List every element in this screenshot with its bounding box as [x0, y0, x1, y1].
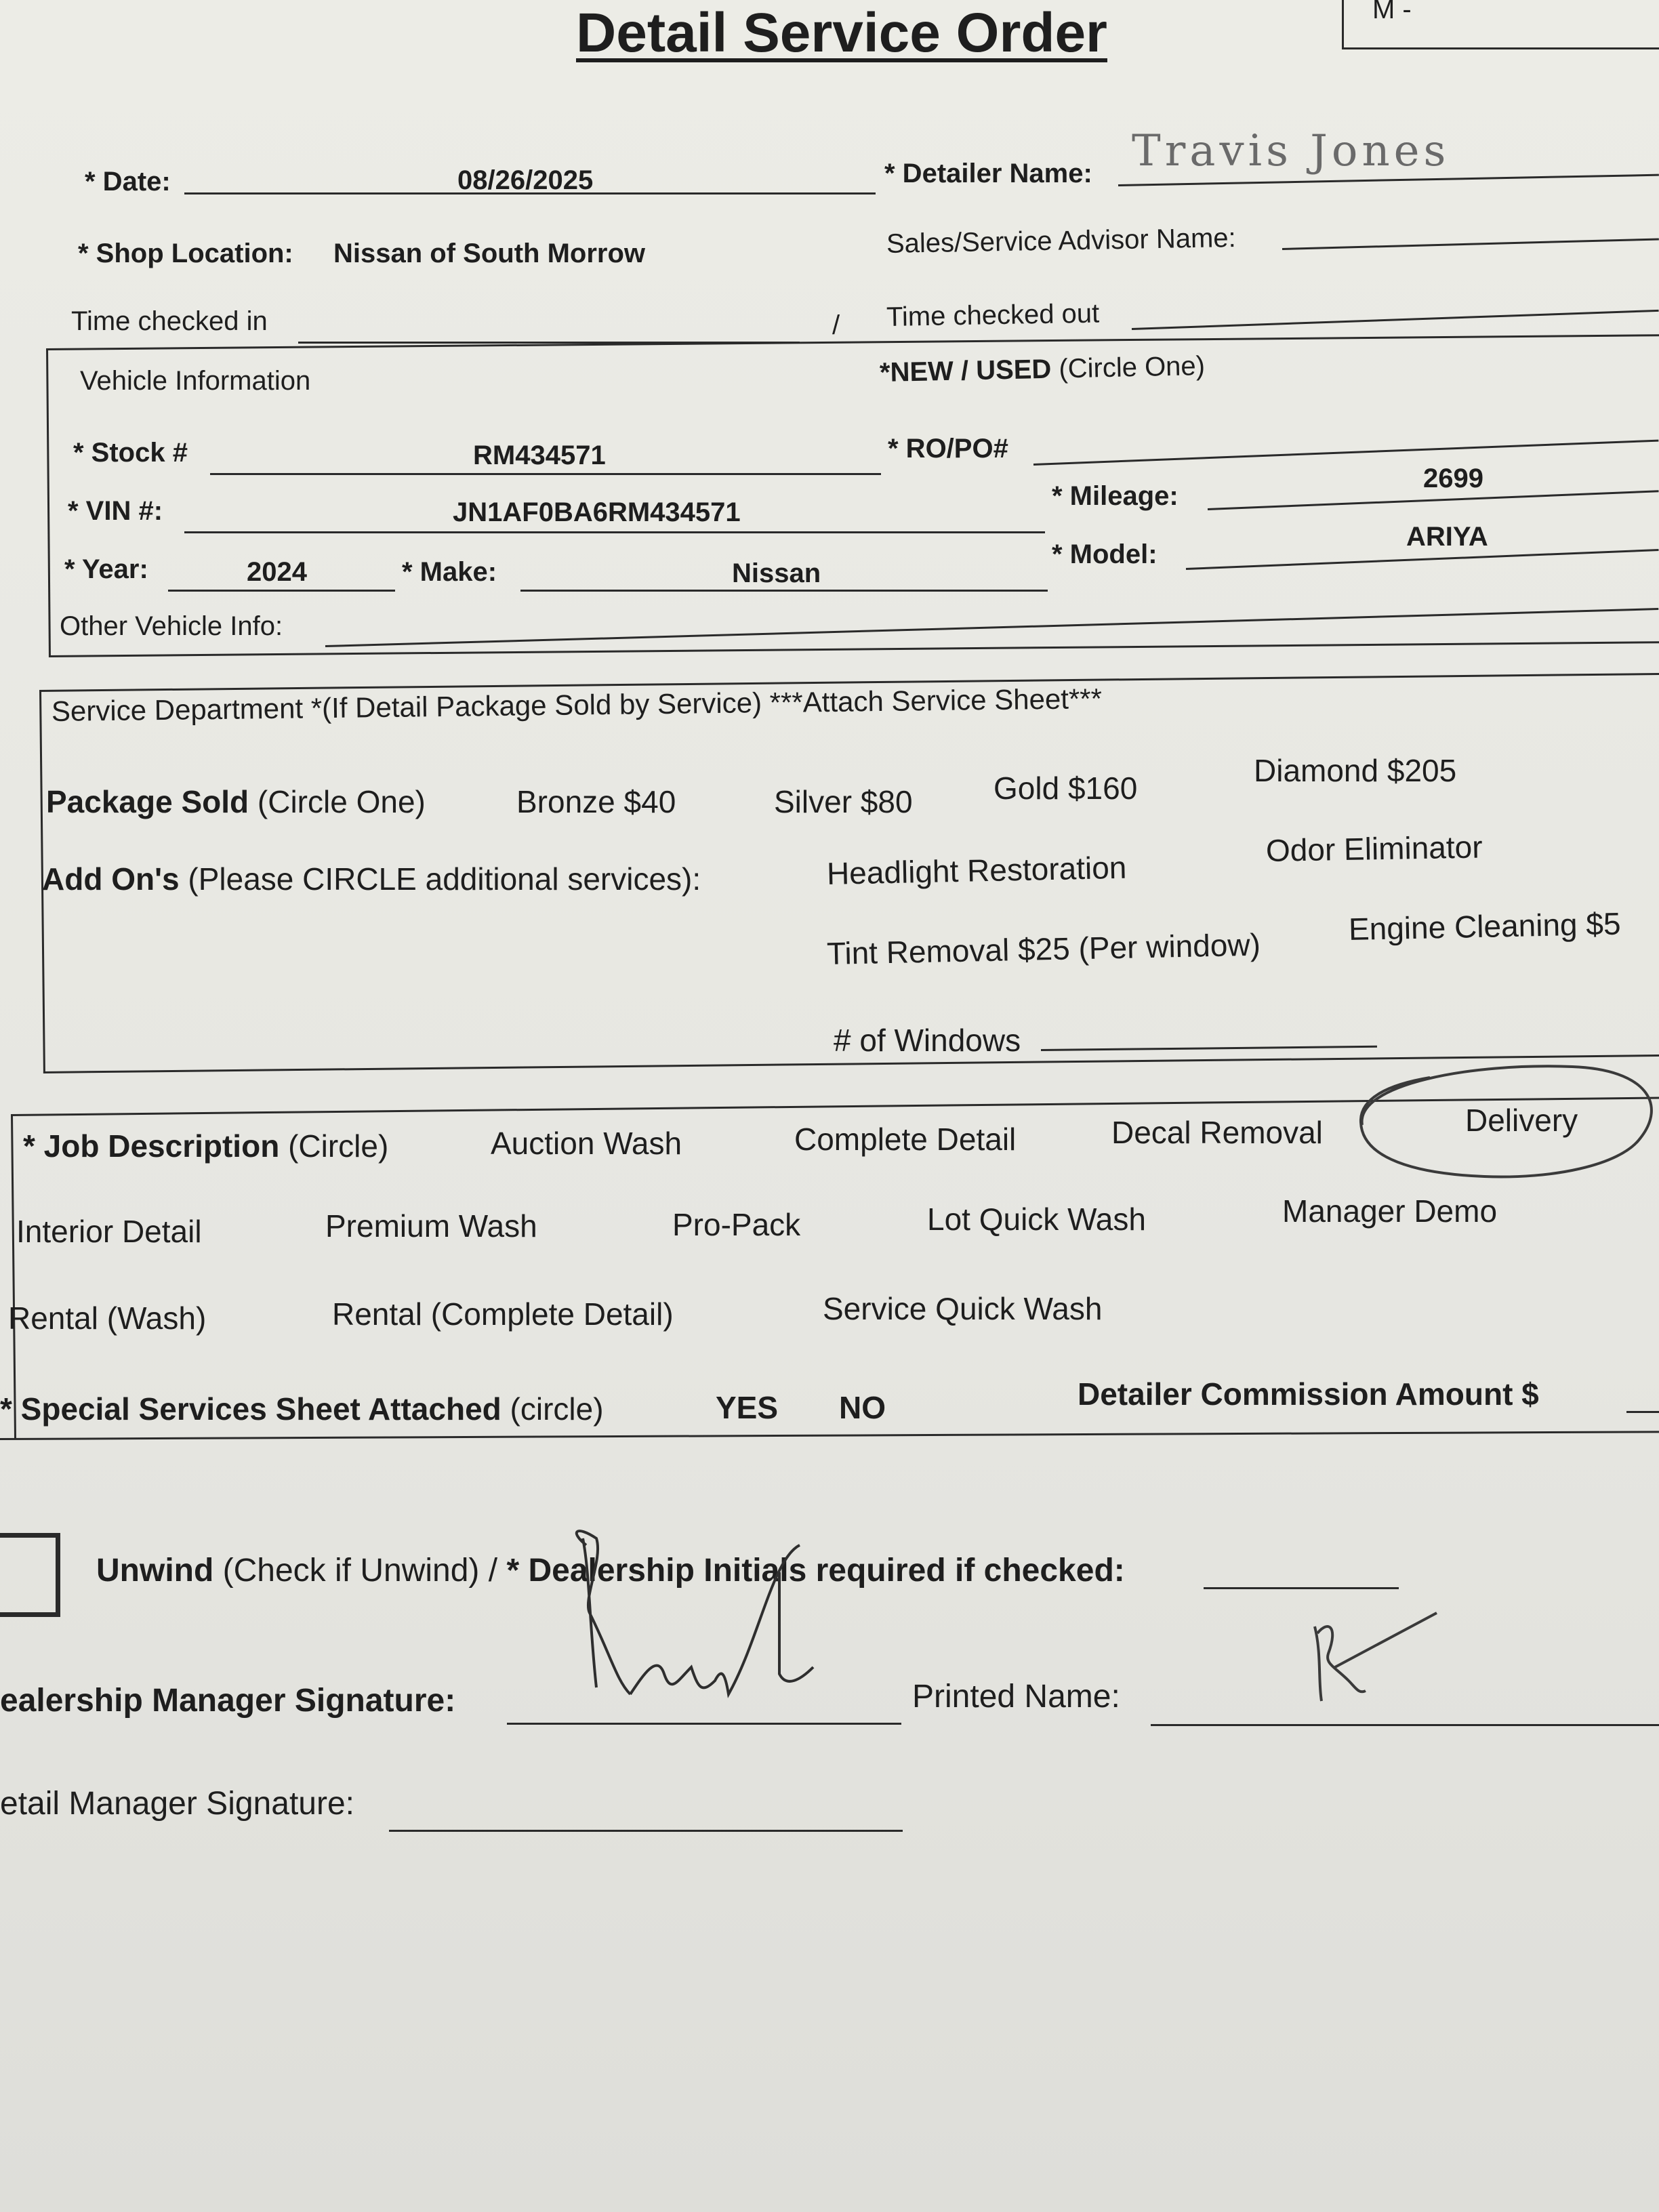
special-services-label: * Special Services Sheet Attached: [0, 1391, 501, 1427]
job-interior-detail[interactable]: Interior Detail: [16, 1214, 202, 1249]
new-used-hint: (Circle One): [1058, 350, 1206, 384]
stock-label: * Stock #: [73, 438, 188, 468]
job-decal-removal[interactable]: Decal Removal: [1111, 1115, 1323, 1150]
vin-line: [184, 531, 1045, 533]
year-label: * Year:: [64, 554, 148, 584]
job-auction-wash[interactable]: Auction Wash: [491, 1126, 682, 1161]
addon-engine[interactable]: Engine Cleaning $5: [1348, 905, 1622, 947]
unwind-checkbox[interactable]: [0, 1533, 60, 1617]
special-services-group: [0, 1391, 604, 1427]
commission-line[interactable]: [1626, 1411, 1659, 1413]
stock-line: [210, 473, 881, 475]
date-value[interactable]: 08/26/2025: [457, 165, 594, 195]
time-out-label: Time checked out: [886, 298, 1100, 332]
other-info-label: Other Vehicle Info:: [60, 611, 283, 641]
job-service-quick-wash[interactable]: Service Quick Wash: [823, 1291, 1103, 1326]
package-sold-group: [46, 783, 426, 820]
printed-name-mark: [1301, 1606, 1450, 1715]
time-in-label: Time checked in: [71, 306, 268, 336]
detail-manager-line[interactable]: [389, 1830, 903, 1832]
addons-hint: (Please CIRCLE additional services):: [188, 861, 701, 897]
model-label: * Model:: [1052, 539, 1158, 569]
special-no[interactable]: NO: [839, 1390, 886, 1425]
job-description-label: * Job Description: [23, 1128, 280, 1164]
dealership-manager-label: ealership Manager Signature:: [0, 1683, 456, 1719]
time-separator: /: [832, 310, 840, 340]
shop-location-value: Nissan of South Morrow: [333, 239, 645, 268]
form-title: Detail Service Order: [576, 2, 1107, 64]
job-rental-wash[interactable]: Rental (Wash): [8, 1300, 207, 1336]
package-sold-label: Package Sold: [46, 784, 249, 819]
addon-headlight[interactable]: Headlight Restoration: [826, 849, 1127, 891]
year-value[interactable]: 2024: [247, 557, 307, 587]
initials-line[interactable]: [1204, 1587, 1399, 1589]
new-used-label[interactable]: *NEW / USED: [879, 354, 1052, 388]
package-diamond[interactable]: Diamond $205: [1254, 753, 1457, 788]
service-dept-heading: Service Department *(If Detail Package Sold by Service) ***Attach Service Sheet***: [51, 682, 1103, 727]
advisor-label: Sales/Service Advisor Name:: [886, 223, 1237, 259]
detailer-name-value[interactable]: Travis Jones: [1132, 126, 1450, 176]
time-out-line[interactable]: [1132, 310, 1659, 330]
printed-name-line[interactable]: [1151, 1724, 1659, 1726]
vehicle-info-heading: Vehicle Information: [80, 366, 311, 396]
special-yes[interactable]: YES: [716, 1390, 779, 1425]
job-description-hint: (Circle): [288, 1128, 389, 1164]
printed-name-label: Printed Name:: [912, 1679, 1120, 1715]
job-premium-wash[interactable]: Premium Wash: [325, 1208, 537, 1244]
job-pro-pack[interactable]: Pro-Pack: [672, 1207, 801, 1242]
detailer-name-label: * Detailer Name:: [884, 159, 1092, 188]
addons-label: Add On's: [42, 861, 180, 897]
delivery-circle-mark: [1349, 1057, 1659, 1193]
advisor-line[interactable]: [1282, 238, 1659, 250]
initials-label: * Dealership Initials required if checked:: [506, 1553, 1125, 1589]
date-label: * Date:: [85, 167, 171, 197]
year-line: [168, 590, 395, 592]
package-silver[interactable]: Silver $80: [774, 784, 913, 819]
ro-po-label: * RO/PO#: [888, 434, 1008, 464]
mileage-label: * Mileage:: [1052, 481, 1179, 511]
job-description-group: [23, 1128, 388, 1164]
make-line: [520, 590, 1048, 592]
addons-group: [42, 861, 701, 897]
unwind-hint: (Check if Unwind) /: [222, 1553, 498, 1589]
job-rental-complete[interactable]: Rental (Complete Detail): [332, 1296, 674, 1332]
package-gold[interactable]: Gold $160: [994, 771, 1138, 806]
make-value[interactable]: Nissan: [732, 558, 821, 588]
special-services-hint: (circle): [510, 1391, 604, 1427]
addon-tint[interactable]: Tint Removal $25 (Per window): [826, 926, 1261, 971]
commission-label: Detailer Commission Amount $: [1078, 1376, 1539, 1412]
make-label: * Make:: [402, 557, 497, 587]
vin-value[interactable]: JN1AF0BA6RM434571: [453, 497, 741, 527]
mileage-value[interactable]: 2699: [1423, 464, 1483, 493]
unwind-label: Unwind: [96, 1553, 214, 1589]
detail-manager-label: etail Manager Signature:: [0, 1786, 354, 1822]
form-id-label: M -: [1372, 0, 1412, 24]
job-manager-demo[interactable]: Manager Demo: [1282, 1193, 1498, 1229]
job-lot-quick-wash[interactable]: Lot Quick Wash: [927, 1202, 1146, 1237]
job-delivery[interactable]: Delivery: [1465, 1103, 1578, 1138]
stock-value[interactable]: RM434571: [473, 441, 606, 470]
model-value[interactable]: ARIYA: [1406, 522, 1488, 552]
job-complete-detail[interactable]: Complete Detail: [794, 1122, 1017, 1157]
package-sold-hint: (Circle One): [257, 784, 426, 819]
manager-signature: [556, 1518, 840, 1735]
shop-location-label: * Shop Location:: [78, 239, 293, 268]
vin-label: * VIN #:: [68, 496, 163, 526]
addon-odor[interactable]: Odor Eliminator: [1265, 829, 1483, 868]
windows-label: # of Windows: [834, 1023, 1021, 1058]
package-bronze[interactable]: Bronze $40: [516, 784, 676, 819]
